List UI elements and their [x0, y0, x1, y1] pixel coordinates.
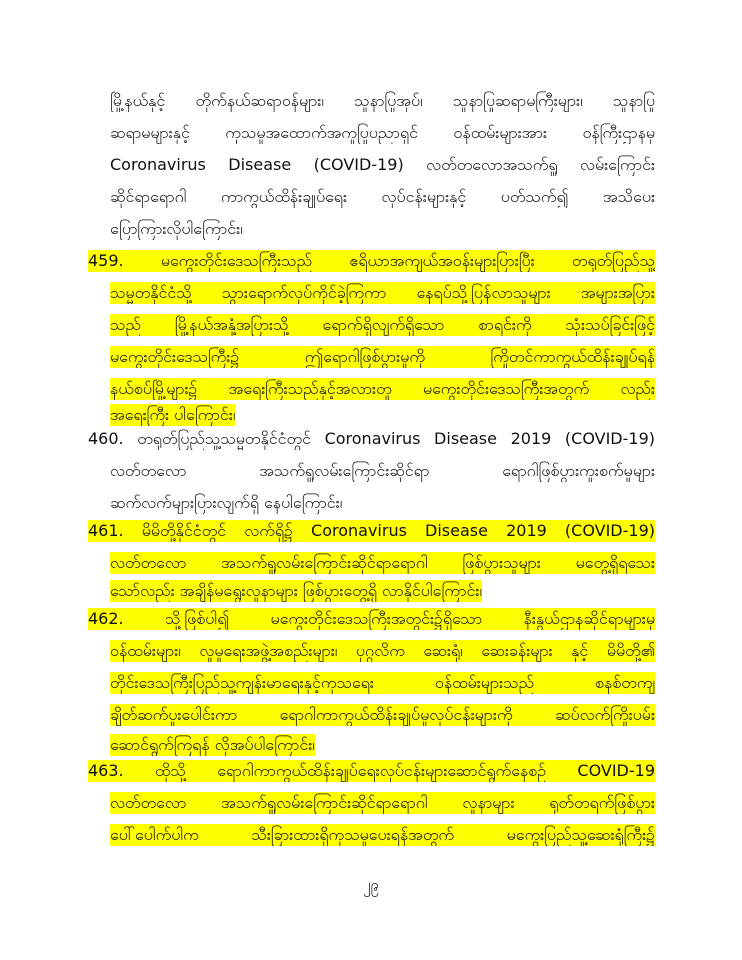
text-line: လတ်တလော အသက်ရှူလမ်းကြောင်းဆိုင်ရာ ရောဂါဖြစ်ပွားကူးစက်မှုများ — [110, 461, 655, 480]
text-line: မြို့နယ်နှင့် တိုက်နယ်ဆရာဝန်များ၊ သူနာပြုအုပ်၊ သူနာပြုဆရာမကြီးများ၊ သူနာပြု — [110, 91, 655, 110]
text-line: ပေါ်ပေါက်ပါက သီးခြားထားရှိကုသမှုပေးရန်အတွက် မကွေးပြည်သူ့ဆေးရုံကြီး၌ — [110, 825, 655, 844]
text-line: 461. မိမိတို့နိုင်ငံတွင် လက်ရှိ၌ Coronavirus Disease 2019 (COVID-19) — [88, 521, 655, 540]
text-line: ချိတ်ဆက်ပူးပေါင်းကာ ရောဂါကာကွယ်ထိန်းချုပ်မှုလုပ်ငန်းများကို ဆပ်လက်ကြိုးပမ်း — [110, 705, 655, 724]
text-line: လတ်တလော အသက်ရှူလမ်းကြောင်းဆိုင်ရာရောဂါ ဖြစ်ပွားသူများ မတွေ့ရှိရသေး — [110, 553, 655, 572]
text-line: အရေးကြီး ပါကြောင်း၊ — [110, 405, 236, 424]
text-line: ဆက်လက်များပြားလျက်ရှိ နေပါကြောင်း၊ — [110, 493, 343, 512]
text-line: ပြောကြားလိုပါကြောင်း၊ — [110, 219, 243, 238]
text-line: ဆောင်ရွက်ကြရန် လိုအပ်ပါကြောင်း၊ — [110, 735, 315, 754]
text-line: 463. ထိုသို့ ရောဂါကာကွယ်ထိန်းချုပ်ရေးလုပ်ငန်းများဆောင်ရွက်နေစဉ် COVID-19 — [88, 761, 655, 780]
text-line: ဝန်ထမ်းများ၊ လူမှုရေးအဖွဲ့အစည်းများ၊ ပုဂ္ဂလိက ဆေးရုံ၊ ဆေးခန်းများ နှင့် မိမိတို့၏ — [110, 641, 655, 660]
text-line: လတ်တလော အသက်ရှူလမ်းကြောင်းဆိုင်ရာရောဂါ လူနာများ ရုတ်တရက်ဖြစ်ပွား — [110, 793, 655, 812]
text-line: 459. မကွေးတိုင်းဒေသကြီးသည် ဧရိယာအကျယ်အဝန်းများပြားပြီး တရုတ်ပြည်သူ့ — [88, 251, 655, 270]
text-line: မကွေးတိုင်းဒေသကြီး၌ ဤရောဂါဖြစ်ပွားမှုကို ကြိုတင်ကာကွယ်ထိန်းချုပ်ရန် — [110, 347, 655, 366]
text-line: တိုင်းဒေသကြီးပြည်သူ့ကျန်းမာရေးနှင့်ကုသရေး ဝန်ထမ်းများသည် စနစ်တကျ — [110, 673, 655, 692]
text-line: 460. တရုတ်ပြည်သူ့သမ္မတနိုင်ငံတွင် Coronavirus Disease 2019 (COVID-19) — [88, 429, 655, 448]
text-line: ဆိုင်ရာရောဂါ ကာကွယ်ထိန်းချုပ်ရေး လုပ်ငန်းများနှင့် ပတ်သက်၍ အသိပေး — [110, 187, 655, 206]
text-line: 462. သို့ဖြစ်ပါ၍ မကွေးတိုင်းဒေသကြီးအတွင်း၌ရှိသော နီးနွယ်ဌာနဆိုင်ရာများမှ — [88, 609, 655, 628]
text-line: Coronavirus Disease (COVID-19) လတ်တလောအသက်ရှူ လမ်းကြောင်း — [110, 155, 655, 174]
text-line: သော်လည်း အချိန်မရွေးလူနာများ ဖြစ်ပွားတွေ့ရှိ လာနိုင်ပါကြောင်း၊ — [110, 581, 483, 600]
text-line: နယ်စပ်မြို့များ၌ အရေးကြီးသည်နှင့်အလားတူ မကွေးတိုင်းဒေသကြီးအတွက် လည်း — [110, 379, 655, 398]
text-line: သည် မြို့နယ်အနှံ့အပြားသို့ ရောက်ရှိလျက်ရှိသော စာရင်းကို သုံးသပ်ခြင်းဖြင့် — [110, 315, 655, 334]
page-number: ၂၉ — [363, 876, 379, 894]
text-line: ဆရာမများနှင့် ကုသမှုအထောက်အကူပြုပညာရှင် ဝန်ထမ်းများအား ဝန်ကြီးဌာနမှ — [110, 123, 655, 142]
text-line: သမ္မတနိုင်ငံသို့ သွားရောက်လုပ်ကိုင်ခဲ့ကြကာ နေရပ်သို့ပြန်လာသူများ အများအပြား — [110, 283, 655, 302]
